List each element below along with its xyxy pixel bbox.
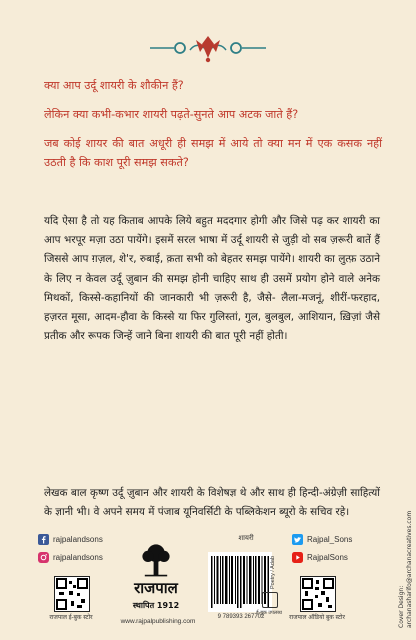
top-ornament-icon	[0, 30, 416, 66]
author-paragraph: लेखक बाल कृष्ण उर्दू ज़ुबान और शायरी के विशेषज्ञ थे और साथ ही हिन्दी-अंग्रेज़ी साहित्यों के ज्ञानी भी। वे अपने समय में पंजाब यूनिवर्सिटी के पब्लिकेशन ब्यूरो के सचिव रहे।	[44, 487, 380, 519]
question-3: जब कोई शायर की बात अधूरी ही समझ में आये तो क्या मन में एक कसक नहीं उठती है कि काश पूरी समझ सकते?	[44, 137, 382, 169]
ebook-mini-icon	[262, 592, 278, 608]
ebook-qr-code	[54, 576, 90, 612]
ebook-available-caption: ई-बुक उपलब्ध	[256, 610, 282, 616]
facebook-icon	[38, 534, 49, 545]
instagram-icon	[38, 552, 49, 563]
twitter-handle: Rajpal_Sons	[307, 535, 353, 544]
youtube-link[interactable]	[292, 552, 348, 563]
audiobook-qr-code	[300, 576, 336, 612]
youtube-handle: RajpalSons	[307, 553, 348, 562]
youtube-icon	[292, 552, 303, 563]
publisher-website[interactable]: www.rajpalpublishing.com	[120, 618, 196, 625]
facebook-link[interactable]	[38, 534, 103, 545]
question-1: क्या आप उर्दू शायरी के शौकीन हैं?	[44, 79, 184, 92]
ebook-qr-caption: राजपाल ई-बुक स्टोर	[49, 615, 93, 621]
cover-design-credit: Cover Design: archanasharifo@archanacreatives.com	[398, 510, 413, 628]
tree-logo-icon	[116, 542, 196, 582]
genre-label: शायरी	[238, 534, 254, 542]
question-2: लेकिन क्या कभी-कभार शायरी पढ़ते-सुनते आप अटक जाते हैं?	[44, 108, 299, 121]
instagram-link[interactable]	[38, 552, 103, 563]
footer	[38, 528, 372, 632]
publisher-brand: राजपाल	[134, 579, 178, 597]
twitter-icon	[292, 534, 303, 545]
established-year: स्थापित 1912	[132, 601, 180, 610]
twitter-link[interactable]	[292, 534, 352, 545]
qr-code-icon	[301, 577, 335, 611]
facebook-handle: rajpalandsons	[53, 535, 103, 544]
category-vertical: Poetry / Adab	[270, 556, 276, 590]
qr-code-icon	[55, 577, 89, 611]
questions-block	[44, 76, 382, 182]
isbn-number: 9 789393 267702	[217, 614, 265, 620]
instagram-handle: rajpalandsons	[53, 553, 103, 562]
description-paragraph: यदि ऐसा है तो यह किताब आपके लिये बहुत मददगार होगी और जिसे पढ़ कर शायरी का आप भरपूर मज़ा उठा पायेंगे। इसमें सरल भाषा में उर्दू शायरी से जुड़ी वो सब ज़रूरी बातें हैं जिससे आप ग़ज़ल, शे'र, रुबाई, क़ता सभी को बेहतर समझ पायेंगे। शायरी का लुत्फ़ उठाने के लिए न केवल उर्दू ज़ुबान की समझ होनी चाहिए साथ ही उसमें प्रयोग होने वाले अनेक मिथकों, किस्से-कहानियों की जानकारी भी ज़रूरी है, जैसे- लैला-मजनूं, शीरीं-फरहाद, हज़रत मूसा, आदम-हौवा के किस्से या फिर गुलिस्तां, गुल, बुलबुल, आशियान, ख़िज़ां जैसे प्रतीक और रूपक जिन्हें जाने बिना शायरी की बात पूरी नहीं होती।	[44, 215, 380, 343]
audiobook-qr-caption: राजपाल ऑडियो बुक स्टोर	[289, 615, 345, 621]
